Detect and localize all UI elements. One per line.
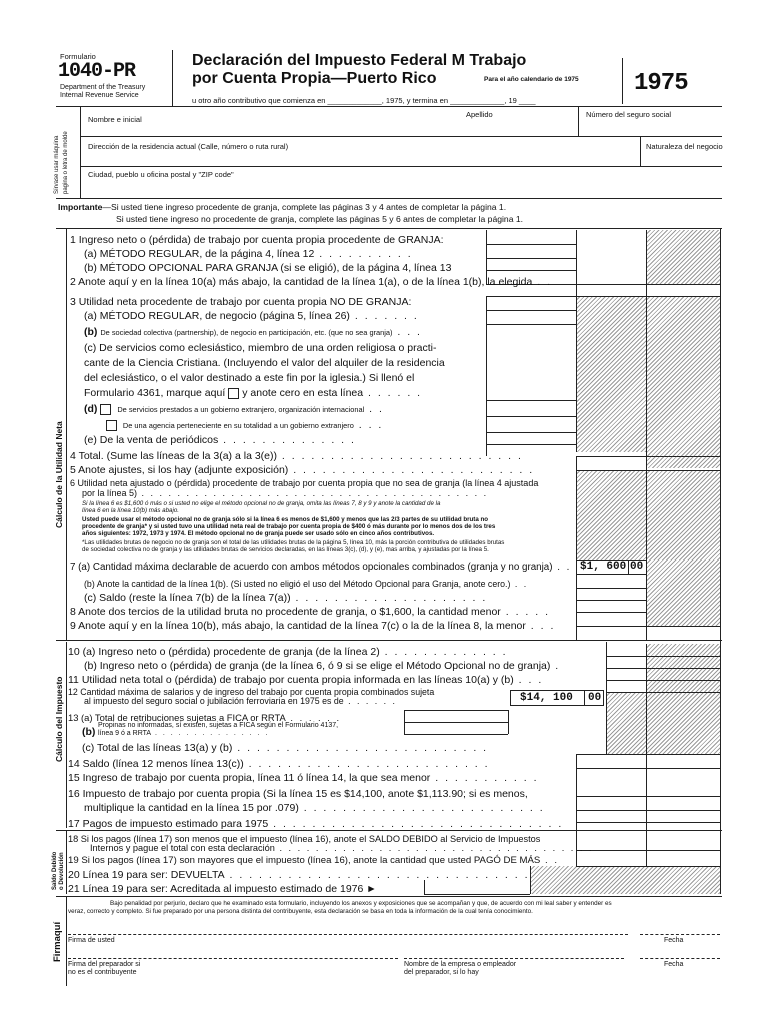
agencia-extranjera-checkbox[interactable] [106, 420, 117, 431]
section-saldo-label-2: o Devolución [59, 852, 65, 890]
importante-line2: Si usted tiene ingreso no procedente de granja, complete las páginas 5 y 6 antes de completar la página 1. [116, 214, 524, 224]
line-10b: (b) Ingreso neto o (pérdida) de granja (de la línea 6, ó 9 si se elige el Método Opcional no de granja) . [84, 660, 561, 672]
line-3a: (a) MÉTODO REGULAR, de negocio (página 5, línea 26) . . . . . . . [84, 310, 419, 322]
section-saldo-label-1: Saldo Debido [52, 851, 58, 890]
importante-text1: —Si usted tiene ingreso procedente de granja, complete las páginas 3 y 4 antes de completar la página 1. [102, 202, 507, 212]
firma-preparador-label-2: no es el contribuyente [68, 969, 137, 976]
ciudad-label: Ciudad, pueblo u oficina postal y "ZIP code" [88, 170, 234, 179]
form-title-line1: Declaración del Impuesto Federal M Trabajo [192, 52, 527, 69]
firma-preparador-label-1: Firma del preparador si [68, 961, 141, 968]
line-13b-1: Propinas no informadas, sí existen, sujetas a FICA según el Formulario 4137, [98, 722, 339, 729]
line-13a-text: 13 (a) Total de retribuciones sujetas a FICA or RRTA [68, 712, 286, 723]
line-13b-2: línea 9 ó a RRTA . . . . . . . . . . . . . . . [98, 730, 270, 737]
line-6-note1: Si la línea 6 es $1,600 ó más o si usted no elige el método opcional no de granja, omita las líneas 7, 8 y 9 y anote la cantidad de la [82, 500, 441, 507]
perjury-statement-2: veraz, correcto y completo. Si fue preparado por una persona distinta del contribuyente, esta declaración se basa en toda la información de la cual tenía conocimiento. [68, 908, 533, 915]
line-13b-label: (b) [82, 726, 96, 738]
line-5-text: 5 Anote ajustes, si los hay (adjunte exposición) [70, 464, 289, 476]
line-20: 20 Línea 19 para ser: DEVUELTA . . . . . . . . . . . . . . . . . . . . . . . . . . . . . . . [68, 869, 530, 881]
service-label: Internal Revenue Service [60, 92, 139, 99]
calendar-note: Para el año calendario de 1975 [484, 76, 579, 83]
line-13c-text: (c) Total de las líneas 13(a) y (b) [82, 742, 233, 754]
line-16-2: multiplique la cantidad en la línea 15 por .079) . . . . . . . . . . . . . . . . . . . . . . . . . [84, 802, 545, 814]
line-7c-text: (c) Saldo (reste la línea 7(b) de la línea 7(a)) [84, 592, 291, 604]
line-8-text: 8 Anote dos tercios de la utilidad bruta no procedente de granja, o $1,600, la cantidad menor [70, 606, 501, 618]
form-year: 1975 [634, 70, 688, 97]
line-6-note5: años siguientes: 1972, 1973 y 1974. El método opcional no de granja puede ser usado sólo en cinco años contributivos. [82, 530, 435, 537]
importante-label: Importante [58, 202, 103, 212]
gobierno-extranjero-checkbox[interactable] [100, 404, 111, 415]
line-6-note7: de sociedad colectiva no de granja y las utilidades brutas de servicios declaradas, en las líneas 3(c), (d), y (e), mas arriba, y ajustadas por la línea 5. [82, 546, 489, 553]
line-12-2-text: al impuesto del seguro social o jubilación ferroviaria en 1975 es de [84, 696, 344, 706]
direccion-field[interactable] [82, 152, 638, 164]
direccion-label: Dirección de la residencia actual (Calle, número o ruta rural) [88, 142, 289, 151]
line-21-arrow: ► [366, 883, 377, 895]
line-3d-2-text: De una agencia perteneciente en su totalidad a un gobierno extranjero [122, 421, 354, 430]
form-title-line2: por Cuenta Propia—Puerto Rico [192, 70, 437, 87]
department-label: Department of the Treasury [60, 84, 146, 91]
line-6-2-text: por la línea 5) [82, 488, 138, 498]
line-6-note2: línea 6 en la línea 10(b) más abajo. [82, 507, 179, 514]
line-11: 11 Utilidad neta total o (pérdida) de trabajo por cuenta propia informada en las líneas 10(a) y (b) . . . [68, 674, 544, 686]
line-3c-3: del eclesiástico, o el valor destinado a este fin por la iglesia.) Si llenó el [84, 372, 415, 384]
line-21-text: 21 Línea 19 para ser: Acreditada al impuesto estimado de 1976 [68, 883, 364, 895]
line-19-text: 19 Si los pagos (línea 17) son mayores que el impuesto (línea 16), anote la cantidad que usted PAGÓ DE MÁS [68, 855, 541, 866]
line-3c-1: (c) De servicios como eclesiástico, miembro de una orden religiosa o practi- [84, 342, 437, 354]
line-12-2: al impuesto del seguro social o jubilación ferroviaria en 1975 es de . . . . . . [84, 696, 398, 706]
line-6-note4: procedente de granja* y si usted tuvo una utilidad neta real de trabajo por cuenta propia de $400 ó más durante por lo menos dos de los tres [82, 523, 496, 530]
line-3c-4b: y anote cero en esta línea [242, 387, 364, 399]
line-6-2: por la línea 5) . . . . . . . . . . . . . . . . . . . . . . . . . . . . . . . . . . . . . . . [82, 488, 489, 498]
line-17-text: 17 Pagos de impuesto estimado para 1975 [68, 818, 269, 830]
line-7c: (c) Saldo (reste la línea 7(b) de la línea 7(a)) . . . . . . . . . . . . . . . . . . . . [84, 592, 488, 604]
line-9: 9 Anote aquí y en la línea 10(b), más abajo, la cantidad de la línea 7(c) o la de la línea 8, la menor . . . [70, 620, 556, 632]
firma-usted-label: Firma de usted [68, 937, 115, 944]
line-3d-2: De una agencia perteneciente en su totalidad a un gobierno extranjero . . . [103, 419, 383, 431]
section-utilidad-neta-label: Cálculo de la Utilidad Neta [54, 421, 64, 528]
line-13c: (c) Total de las líneas 13(a) y (b) . . . . . . . . . . . . . . . . . . . . . . . . . . [82, 742, 489, 754]
line-7a-cents: 00 [630, 561, 644, 573]
line-11-text: 11 Utilidad neta total o (pérdida) de trabajo por cuenta propia informada en las líneas 10(a) y (b) [68, 674, 514, 686]
line-14-text: 14 Saldo (línea 12 menos línea 13(c)) [68, 758, 244, 770]
ciudad-field[interactable] [82, 180, 720, 194]
line-3: 3 Utilidad neta procedente de trabajo por cuenta propia NO DE GRANJA: [70, 296, 412, 308]
identity-side-label-1: Sírvase usar máquina [54, 135, 60, 194]
hatch-right-col-7 [606, 692, 720, 754]
line-3a-text: (a) MÉTODO REGULAR, de negocio (página 5, línea 26) [84, 310, 350, 322]
ssn-field[interactable] [580, 120, 720, 136]
line-7a-text: 7 (a) Cantidad máxima declarable de acuerdo con ambos métodos opcionales combinados (granja y no granja) [70, 562, 553, 573]
identity-side-label-2: pagina o letra de molde [63, 131, 69, 194]
nombre-field[interactable] [82, 124, 576, 136]
fecha-label: Fecha [664, 937, 684, 944]
hatch-right-col-4 [646, 470, 720, 560]
nombre-label: Nombre e inicial [88, 115, 142, 124]
hatch-right-col-2 [646, 296, 720, 468]
line-13a: 13 (a) Total de retribuciones sujetas a FICA or RRTA . . . . . . [68, 712, 342, 723]
line-2-text: 2 Anote aquí y en la línea 10(a) más abajo, la cantidad de la línea 1(a), o de la línea 1(b), la elegida [70, 276, 533, 288]
line-20-text: 20 Línea 19 para ser: DEVUELTA [68, 869, 225, 881]
line-7a: 7 (a) Cantidad máxima declarable de acuerdo con ambos métodos opcionales combinados (granja y no granja) . . [70, 562, 572, 573]
line-3e-text: (e) De la venta de periódicos [84, 434, 219, 446]
line-15-text: 15 Ingreso de trabajo por cuenta propia, línea 11 ó línea 14, la que sea menor [68, 772, 431, 784]
line-3d-1: (d) De servicios prestados a un gobierno extranjero, organización internacional . . [84, 403, 384, 415]
line-19: 19 Si los pagos (línea 17) son mayores que el impuesto (línea 16), anote la cantidad que usted PAGÓ DE MÁS . . [68, 855, 559, 866]
hatch-right-col-8 [530, 866, 720, 894]
firma-preparador-field[interactable] [68, 942, 398, 958]
line-16-1: 16 Impuesto de trabajo por cuenta propia (Si la línea 15 es $14,100, anote $1,113.90; si es menos, [68, 788, 528, 800]
line-18-2-text: Internos y pague el total con esta declaración [90, 843, 275, 853]
line-8: 8 Anote dos tercios de la utilidad bruta no procedente de granja, o $1,600, la cantidad menor . . . . . [70, 606, 550, 618]
hatch-right-col-3 [576, 296, 646, 452]
line-3c-2: cante de la Ciencia Cristiana. (Incluyendo el valor del alquiler de la residencia [84, 357, 445, 369]
line-6-note6: *Las utilidades brutas de negocio no de granja son el total de las utilidades brutas de la página 5, línea 10, más la porción contributiva de utilidades brutas [82, 539, 505, 546]
line-9-text: 9 Anote aquí y en la línea 10(b), más abajo, la cantidad de la línea 7(c) o la de la línea 8, la menor [70, 620, 526, 632]
section-impuesto-label: Cálculo del Impuesto [54, 676, 64, 762]
ssn-label: Número del seguro social [586, 110, 672, 119]
line-3e: (e) De la venta de periódicos . . . . . . . . . . . . . . [84, 434, 356, 446]
nombre-empresa-label-1: Nombre de la empresa o empleador [404, 961, 517, 968]
line-7b-text: (b) Anote la cantidad de la línea 1(b). (Si usted no eligió el uso del Método Opcional para Granja, anote cero.) [84, 579, 511, 589]
line-12-cents: 00 [588, 692, 602, 704]
line-6-1: 6 Utilidad neta ajustado o (pérdida) procedente de trabajo por cuenta propia que no sea de granja (la línea 4 ajustada [70, 478, 539, 488]
section-saldo-label [52, 834, 66, 894]
line-3b: (b) De sociedad colectiva (partnership), de negocio en participación, etc. (que no sea granja) . . . [84, 326, 422, 338]
line-3b-text: De sociedad colectiva (partnership), de negocio en participación, etc. (que no sea granja) [100, 328, 393, 337]
line-21 [68, 883, 377, 895]
line-10a-text: 10 (a) Ingreso neto o (pérdida) procedente de granja (de la línea 2) [68, 646, 380, 658]
line-2: 2 Anote aquí y en la línea 10(a) más abajo, la cantidad de la línea 1(a), o de la línea 1(b), la elegida . . [70, 276, 552, 288]
line-7a-amount: $1, 600 [580, 561, 627, 573]
line-18-1: 18 Si los pagos (línea 17) son menos que el impuesto (línea 16), anote el SALDO DEBIDO al Servicio de Impuestos [68, 834, 541, 844]
identity-side-label [52, 108, 80, 198]
line-6-note3: Usted puede usar el método opcional no de granja sólo si la línea 6 es menos de $1,600 y menos que las 2/3 partes de su utilidad bruta no [82, 516, 489, 523]
importante-line1 [58, 202, 506, 212]
section-firmaqui-label: Firmaquí [52, 921, 63, 962]
line-14: 14 Saldo (línea 12 menos línea 13(c)) . . . . . . . . . . . . . . . . . . . . . . . . . [68, 758, 490, 770]
line-1: 1 Ingreso neto o (pérdida) de trabajo por cuenta propia procedente de GRANJA: [70, 234, 444, 246]
perjury-statement-1: Bajo penalidad por perjurio, declaro que he examinado esta formulario, incluyendo los anexos y exposiciones que se acompañan y que, de acuerdo con mi leal saber y entender es [110, 900, 612, 907]
line-3d-1-text: De servicios prestados a un gobierno extranjero, organización internacional [117, 405, 365, 414]
nombre-empresa-label-2: del preparador, si lo hay [404, 969, 479, 976]
firma-usted-field[interactable] [68, 918, 628, 934]
form-number: 1040-PR [58, 60, 136, 83]
formulario-label: Formulario [60, 52, 96, 61]
hatch-mid-col-4 [576, 470, 646, 560]
line-3b-label: (b) [84, 326, 98, 338]
line-15: 15 Ingreso de trabajo por cuenta propia, línea 11 ó línea 14, la que sea menor . . . . . . . . . . . [68, 772, 539, 784]
line-1b: (b) MÉTODO OPCIONAL PARA GRANJA (si se eligió), de la página 4, línea 13 [84, 262, 452, 274]
line-1a: (a) MÉTODO REGULAR, de la página 4, línea 12 . . . . . . . . . . [84, 248, 413, 260]
line-16-2-text: multiplique la cantidad en la línea 15 por .079) [84, 802, 299, 814]
form-4361-checkbox[interactable] [228, 388, 239, 399]
hatch-right-col-1 [646, 230, 720, 284]
line-5: 5 Anote ajustes, si los hay (adjunte exposición) . . . . . . . . . . . . . . . . . . . . . . . . . [70, 464, 535, 476]
line-7b: (b) Anote la cantidad de la línea 1(b). (Si usted no eligió el uso del Método Opcional para Granja, anote cero.) . . [84, 579, 529, 589]
line-4-text: 4 Total. (Sume las líneas de la 3(a) a la 3(e)) [70, 450, 277, 462]
line-10a: 10 (a) Ingreso neto o (pérdida) procedente de granja (de la línea 2) . . . . . . . . . . . . . [68, 646, 508, 658]
line-3c-4a: Formulario 4361, marque aquí [84, 387, 226, 399]
naturaleza-label: Naturaleza del negocio [646, 142, 723, 151]
line-3c-4: Formulario 4361, marque aquí y anote cero en esta línea . . . . . . [84, 387, 423, 399]
hatch-right-col-5 [646, 560, 720, 626]
line-4: 4 Total. (Sume las líneas de la 3(a) a la 3(e)) . . . . . . . . . . . . . . . . . . . . . . . . . [70, 450, 523, 462]
line-18-2: Internos y pague el total con esta declaración . . . . . . . . . . . . . . . . . . . . . . . . . . . . . . . . . . . [90, 843, 594, 853]
apellido-label: Apellido [466, 110, 493, 119]
fecha2-label: Fecha [664, 961, 684, 968]
line-13b-2-text: línea 9 ó a RRTA [98, 730, 152, 737]
fiscal-year-line[interactable]: u otro año contributivo que comienza en _____________, 1975, y termina en _____________, 19 ____ [192, 96, 536, 105]
line-17: 17 Pagos de impuesto estimado para 1975 . . . . . . . . . . . . . . . . . . . . . . . . . . . . . . [68, 818, 564, 830]
line-1a-text: (a) MÉTODO REGULAR, de la página 4, línea 12 [84, 248, 315, 260]
line-12-amount: $14, 100 [520, 692, 573, 704]
line-3d-label: (d) [84, 403, 98, 415]
line-12-1: 12 Cantidad máxima de salarios y de ingreso del trabajo por cuenta propia combinados sujeta [68, 687, 435, 697]
line-10b-text: (b) Ingreso neto o (pérdida) de granja (de la línea 6, ó 9 si se elige el Método Opcional no de granja) [84, 660, 551, 672]
